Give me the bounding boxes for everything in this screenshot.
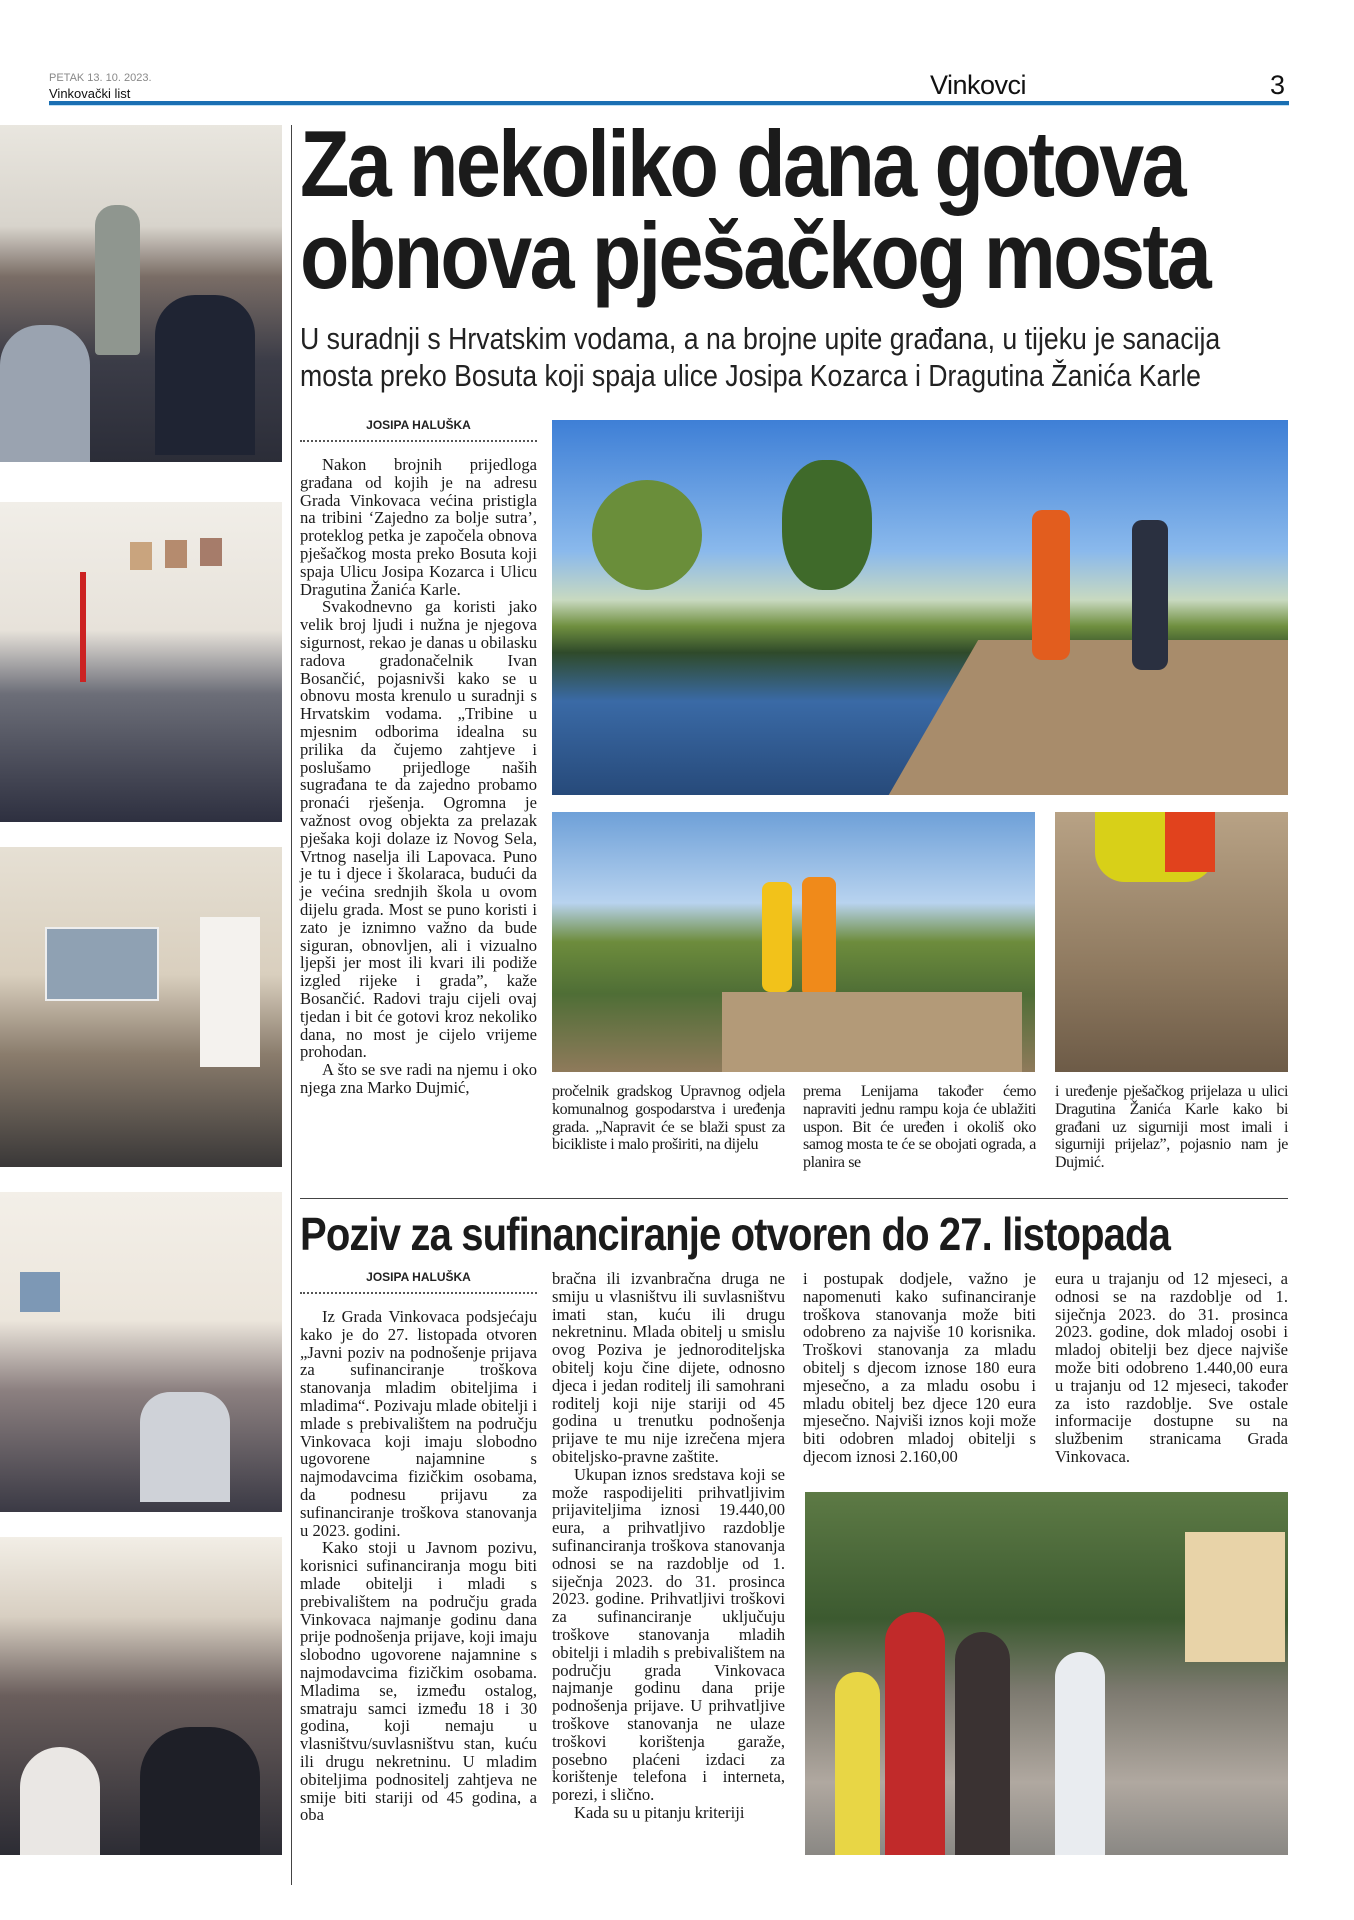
article1-headline <box>300 111 1332 308</box>
paragraph: i uređenje pješačkog prijelaza u ulici Dragutina Žanića Karle kako bi građani uz sigurniji most imali i sigurniji prijelaz”, pojasnio nam je Dujmić. <box>1055 1083 1288 1172</box>
photo-workers-bridge <box>552 812 1035 1072</box>
issue-date: PETAK 13. 10. 2023. <box>49 72 152 84</box>
article1-column-1 <box>300 418 537 1097</box>
header-rule-light <box>49 105 1289 106</box>
paragraph: i postupak dodjele, važno je napomenuti kako sufinanciranje troškova stanovanja može biti odobreno za najviše 10 korisnika. Troškovi stanovanja za mladu obitelj s djecom iznose 180 eura mjesečno, a za mladu osobu i mladu obitelj bez djece 120 eura mjesečno. Najviši iznos koji može biti odobren mladoj obitelji s djecom iznosi 2.160,00 <box>803 1269 1036 1466</box>
paragraph: eura u trajanju od 12 mjeseci, a odnosi se na razdoblje od 1. siječnja 2023. do 31. prosinca 2023. godine, dok mladoj osobi i mladoj obitelji bez djece najviše može biti odobreno 1.440,00 eura u trajanju od 12 mjeseci, također za isto razdoblje. Sve ostale informacije dostupne su na službenim stranicama Grada Vinkovaca. <box>1055 1269 1288 1466</box>
headline-line-2: obnova pješačkog mosta <box>300 203 1210 308</box>
headline-line-1: Za nekoliko dana gotova <box>300 111 1184 216</box>
paragraph: Kada su u pitanju kriteriji <box>574 1802 745 1822</box>
photo-crowd-square <box>805 1492 1288 1855</box>
article1-column-2 <box>552 1083 785 1154</box>
photo-bridge-main <box>552 420 1288 795</box>
article2-column-1 <box>300 1270 537 1824</box>
article2-headline: Poziv za sufinanciranje otvoren do 27. listopada <box>300 1208 1171 1260</box>
photo-worker-planks <box>1055 812 1288 1072</box>
column-divider <box>291 125 292 1885</box>
article2-byline: JOSIPA HALUŠKA <box>300 1270 537 1294</box>
paragraph: Svakodnevno ga koristi jako velik broj ljudi i nužna je njegova sigurnost, rekao je danas u obilasku radova gradonačelnik Ivan Bosančić, pojasnivši kako se u obnovu mosta krenulo u suradnji s Hrvatskim vodama. „Tribine u mjesnim odborima idealna su prilika da čujemo zahtjeve i poslušamo prijedloge naših sugrađana te da zajedno probamo pronaći rješenja. Ogromna je važnost ovog objekta za prelazak pješaka koji dolaze iz Novog Sela, Vrtnog naselja ili Lapovaca. Puno je tu i djece i školaraca, budući da je većina srednjih škola u ovom dijelu grada. Most se puno koristi i zato je iznimno važno da bude siguran, obnovljen, ali i vizualno ljepši jer most ili kvari ili podiže izgled rijeke i grada”, kaže Bosančić. Radovi traju cijeli ovaj tjedan i bit će gotovi kroz nekoliko dana, no most je cijelo vrijeme prohodan. <box>300 597 537 1062</box>
paragraph: Ukupan iznos sredstava koji se može raspodijeliti prihvatljivim prijaviteljima iznosi 19.440,00 eura, a prihvatljivo razdoblje sufinanciranja troškova stanovanja odnosi se na razdoblje od 1. siječnja 2023. do 31. prosinca 2023. godine. Prihvatljivi troškovi za sufinanciranje uključuju troškove stanovanja mladih obitelji i mladih s prebivalištem na području grada Vinkovaca najmanje godinu dana prije podnošenja prijave. U prihvatljive troškove stanovanja ne ulaze troškovi korištenja garaže, posebno plaćeni izdaci za korištenje telefona i interneta, porezi, i slično. <box>552 1464 785 1805</box>
paragraph: Iz Grada Vinkovaca podsjećaju kako je do 27. listopada otvoren „Javni poziv na podnošenje prijava za sufinanciranje troškova stanovanja mladim obiteljima i mladima“. Pozivaju mlade obitelji i mlade s prebivalištem na području Vinkovaca koji imaju slobodno ugovorene najamnine s najmodavcima fizičkim osobama, da podnesu prijavu za sufinanciranje troškova stanovanja u 2023. godini. <box>300 1307 537 1540</box>
newspaper-name: Vinkovački list <box>49 86 131 101</box>
article1-column-3 <box>803 1083 1036 1172</box>
paragraph: prema Lenijama također ćemo napraviti jednu rampu koja će ublažiti uspon. Bit će uređen i okoliš oko samog mosta te će se obojati ograda, a planira se <box>803 1083 1036 1172</box>
paragraph: pročelnik gradskog Upravnog odjela komunalnog gospodarstva i uređenja grada. „Napravit će se blaži spust za bicikliste i malo proširiti, na dijelu <box>552 1083 785 1154</box>
article1-column-4 <box>1055 1083 1288 1172</box>
article1-subtitle: U suradnji s Hrvatskim vodama, a na brojne upite građana, u tijeku je sanacija mosta preko Bosuta koji spaja ulice Josipa Kozarca i Dragutina Žanića Karle <box>300 321 1221 393</box>
article2-column-2 <box>552 1270 785 1822</box>
photo-meeting-4 <box>0 1192 282 1512</box>
article2-column-3 <box>803 1270 1036 1466</box>
article-divider <box>300 1198 1288 1199</box>
paragraph: Kako stoji u Javnom pozivu, korisnici sufinanciranja mogu biti mlade obitelji i mladi s prebivalištem na području grada Vinkovaca najmanje godinu dana prije podnošenja prijave, koji imaju slobodno ugovorene najamnine s najmodavcima fizičkim osobama. Mladima se, između ostalog, smatraju samci između 18 i 30 godina, koji nemaju u vlasništvu/suvlasništvu stan, kuću ili drugu nekretninu. U mladim obiteljima podnositelj zahtjeva ne smije biti stariji od 45 godina, a oba <box>300 1538 537 1825</box>
paragraph: Nakon brojnih prijedloga građana od kojih je na adresu Grada Vinkovaca većina pristigla na tribini ‘Zajedno za bolje sutra’, proteklog petka je započela obnova pješačkog mosta preko Bosuta koji spaja Ulicu Josipa Kozarca i Ulicu Dragutina Žanića Karle. <box>300 455 537 599</box>
photo-meeting-5 <box>0 1537 282 1855</box>
section-title: Vinkovci <box>930 70 1027 100</box>
page-number: 3 <box>1270 70 1286 100</box>
article2-column-4 <box>1055 1270 1288 1466</box>
photo-meeting-3 <box>0 847 282 1167</box>
paragraph: bračna ili izvanbračna druga ne smiju u vlasništvu ili suvlasništvu imati stan, kuću ili drugu nekretninu. Mlada obitelj u smislu ovog Poziva je jednoroditeljska obitelj koju čine dijete, odnosno djeca i jedan roditelj ili samohrani roditelj koji nije stariji od 45 godina u trenutku podnošenja prijave te mu nije izrečena mjera obiteljsko-pravne zaštite. <box>552 1269 785 1466</box>
photo-meeting-2 <box>0 502 282 822</box>
article1-byline: JOSIPA HALUŠKA <box>300 418 537 442</box>
photo-meeting-1 <box>0 125 282 462</box>
paragraph: A što se sve radi na njemu i oko njega zna Marko Dujmić, <box>300 1060 537 1097</box>
